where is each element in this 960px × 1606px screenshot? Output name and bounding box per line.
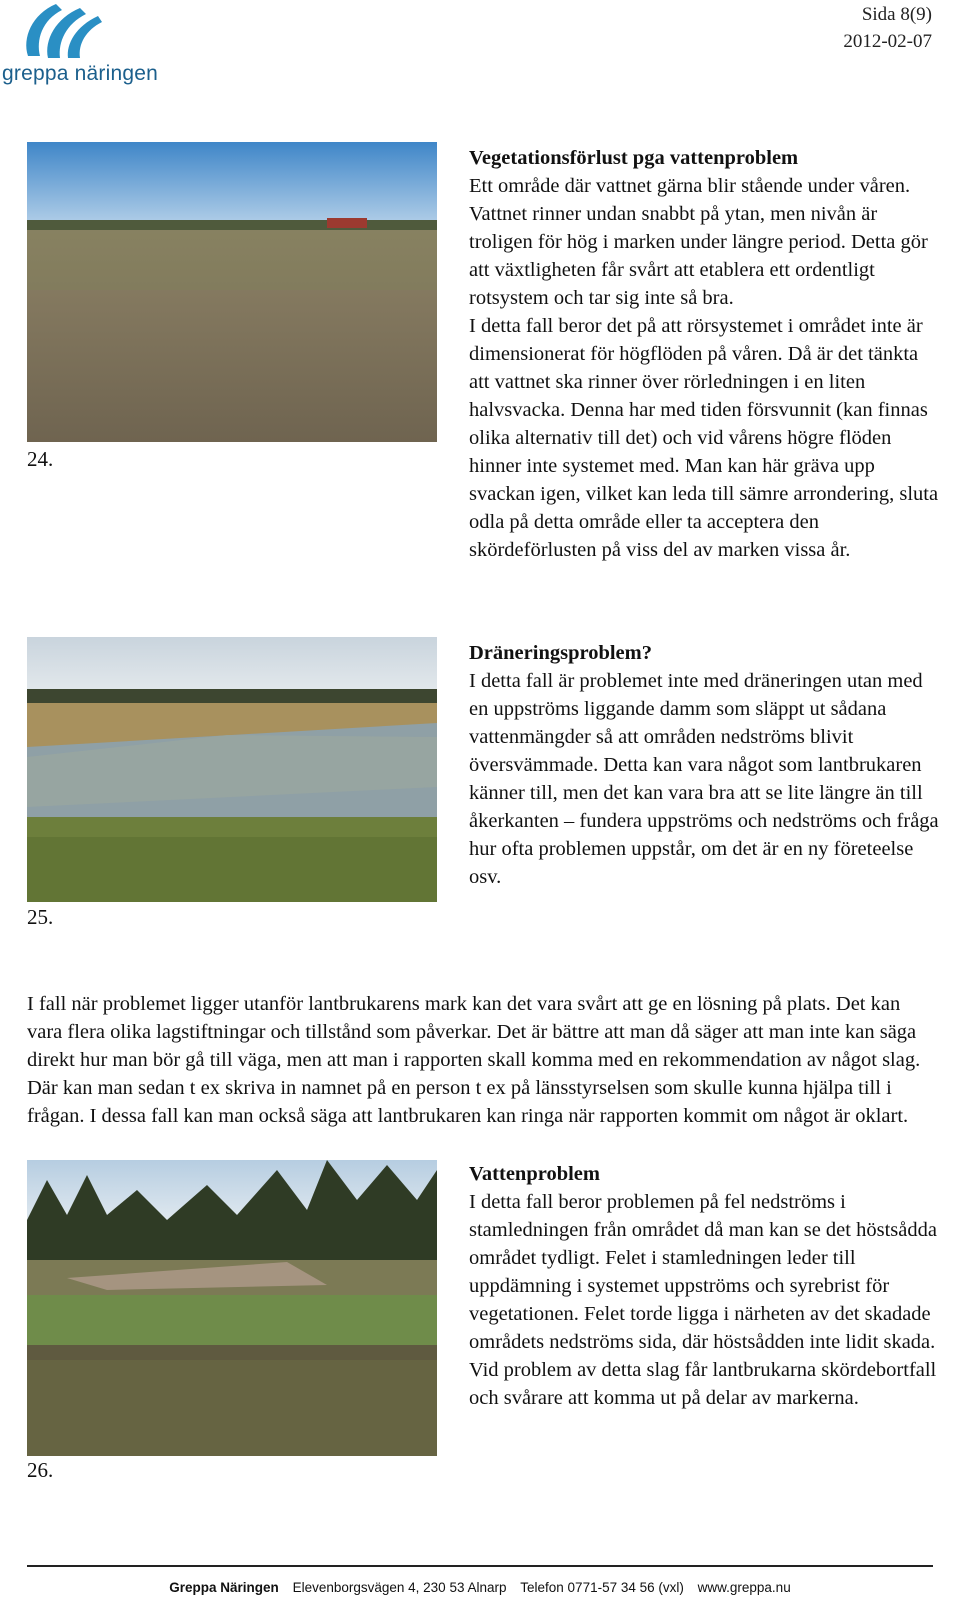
paragraph: I detta fall är problemet inte med dräneringen utan med en uppströms liggande damm som släppt ut sådana vattenmängder så att områden nedströms blivit översvämmade. Detta kan vara något som lantbrukaren känner till, men det kan vara bra att se lite längre än till åkerkanten – fundera uppströms och nedströms och fråga hur ofta problemen uppstår, om det är en ny företeelse osv. [469, 670, 939, 888]
greppa-logo [0, 0, 175, 95]
photo-waterlogged-field [27, 142, 437, 442]
figure-number: 25. [27, 905, 54, 929]
footer-org: Greppa Näringen [169, 1580, 279, 1595]
logo-stripes-icon [0, 0, 175, 62]
footer-address: Elevenborgsvägen 4, 230 53 Alnarp [292, 1580, 507, 1595]
page-number: Sida 8(9) [861, 4, 932, 25]
paragraph: I detta fall beror problemen på fel nedströms i stamledningen från området då man kan se det höstsådda området tydligt. Felet i stamledningen leder till uppdämning i systemet uppströms och syrebrist för vegetationen. Felet torde ligga i närheten av det skadade områdets nedströms sida, där höstsådden inte lidit skada. Vid problem av detta slag får lantbrukarna skördebortfall och svårare att komma ut på delar av markerna. [469, 1191, 937, 1409]
page-footer [0, 1580, 960, 1595]
document-date: 2012-02-07 [843, 31, 932, 52]
photo-flooded-meadow [27, 637, 437, 902]
section-heading: Dräneringsproblem? [469, 642, 652, 664]
section-text [469, 1160, 939, 1412]
footer-divider [27, 1565, 933, 1567]
paragraph: Ett område där vattnet gärna blir stående under våren. Vattnet rinner undan snabbt på ytan, men nivån är troligen för hög i marken under längre period. Detta gör att växtligheten får svårt att etablera ett ordentligt rotsystem och tar sig inte så bra. [469, 175, 928, 309]
footer-phone: Telefon 0771-57 34 56 (vxl) [520, 1580, 684, 1595]
section-heading: Vegetationsförlust pga vattenproblem [469, 147, 799, 169]
logo-text: greppa näringen [2, 62, 158, 85]
section-text [469, 144, 939, 564]
figure-number: 26. [27, 1458, 54, 1482]
section-heading: Vattenproblem [469, 1163, 600, 1185]
body-paragraph: I fall när problemet ligger utanför lantbrukarens mark kan det vara svårt att ge en lösning på plats. Det kan vara flera olika lagstiftningar och tillstånd som påverkar. Det är bättre att man då säger att man inte kan säga direkt hur man bör gå till väga, men att man i rapporten skall komma med en rekommendation av något slag. Där kan man sedan t ex skriva in namnet på en person t ex på länsstyrselsen som skulle kunna hjälpa till i frågan. I dessa fall kan man också säga att lantbrukaren kan ringa när rapporten kommit om något är oklart. [27, 993, 921, 1127]
section-text [469, 639, 939, 891]
photo-field-with-forest [27, 1160, 437, 1456]
figure-number: 24. [27, 447, 54, 471]
paragraph: I detta fall beror det på att rörsystemet i området inte är dimensionerat för högflöden på våren. Då är det tänkta att vattnet ska rinner över rörledningen i en liten halvsvacka. Denna har med tiden försvunnit (kan finnas olika alternativ till det) och vid vårens högre flöden hinner inte systemet med. Man kan här gräva upp svackan igen, vilket kan leda till sämre arrondering, sluta odla på detta område eller ta acceptera den skördeförlusten på viss del av marken vissa år. [469, 315, 939, 561]
footer-website: www.greppa.nu [697, 1580, 791, 1595]
